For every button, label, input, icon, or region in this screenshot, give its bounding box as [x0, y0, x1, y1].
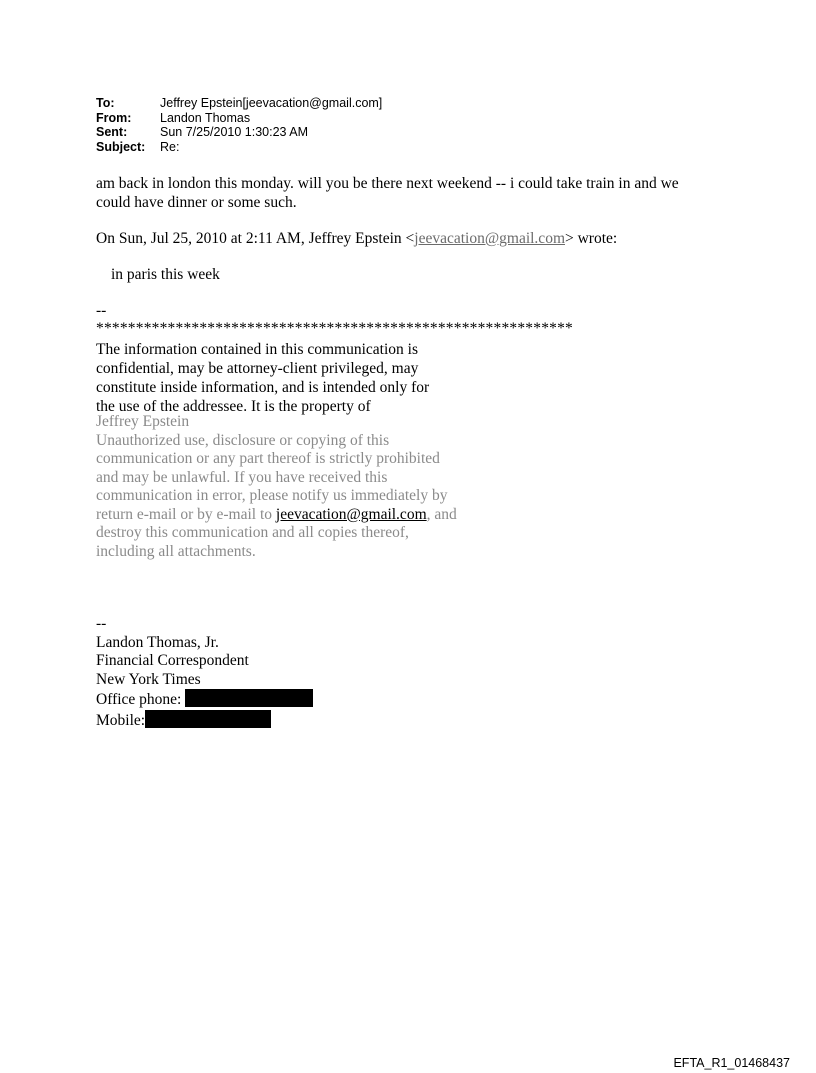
- separator: --: [96, 302, 107, 319]
- signature-title: Financial Correspondent: [96, 652, 249, 669]
- quote-attribution: [96, 229, 617, 248]
- quoted-text: in paris this week: [111, 266, 220, 283]
- disclaimer-line: The information contained in this communication is: [96, 341, 418, 358]
- signature-block: [96, 615, 313, 730]
- message-line: am back in london this monday. will you be there next weekend -- i could take train in and we: [96, 175, 679, 192]
- sent-label: Sent:: [96, 125, 128, 139]
- disclaimer-email-suffix: , and: [426, 505, 457, 523]
- message-body: [96, 174, 736, 212]
- redaction-box: [145, 710, 271, 728]
- message-line: could have dinner or some such.: [96, 194, 297, 211]
- disclaimer-line: Unauthorized use, disclosure or copying of this: [96, 431, 390, 449]
- office-phone-label: Office phone:: [96, 691, 186, 708]
- to-value: Jeffrey Epstein[jeevacation@gmail.com]: [160, 96, 383, 110]
- disclaimer-line: and may be unlawful. If you have received this: [96, 468, 388, 486]
- stars-divider: ************************************************************: [96, 320, 573, 337]
- disclaimer-email-line: [96, 506, 457, 525]
- to-label: To:: [96, 96, 115, 110]
- disclaimer-line: Jeffrey Epstein: [96, 413, 190, 430]
- disclaimer-email-prefix: return e-mail or by e-mail to: [96, 505, 276, 523]
- quote-suffix: > wrote:: [565, 230, 618, 247]
- sent-value: Sun 7/25/2010 1:30:23 AM: [160, 125, 309, 139]
- disclaimer-line: constitute inside information, and is intended only for: [96, 379, 430, 396]
- disclaimer-line: confidential, may be attorney-client privileged, may: [96, 360, 419, 377]
- from-value: Landon Thomas: [160, 110, 251, 125]
- from-row: [96, 111, 382, 126]
- mobile-label: Mobile:: [96, 711, 146, 729]
- subject-label: Subject:: [96, 139, 146, 154]
- signature-separator: --: [96, 615, 107, 632]
- office-phone-row: [96, 689, 313, 710]
- disclaimer-line: communication in error, please notify us immediately by: [96, 487, 448, 504]
- document-id: EFTA_R1_01468437: [673, 1056, 790, 1070]
- subject-row: [96, 140, 382, 155]
- disclaimer-line: the use of the addressee. It is the property of: [96, 398, 371, 415]
- signature-name: Landon Thomas, Jr.: [96, 633, 219, 651]
- mobile-row: [96, 710, 313, 731]
- subject-value: Re:: [160, 139, 180, 154]
- disclaimer-line: communication or any part thereof is strictly prohibited: [96, 450, 440, 467]
- to-row: [96, 96, 382, 111]
- disclaimer-black: [96, 340, 429, 416]
- disclaimer-email-link[interactable]: jeevacation@gmail.com: [275, 505, 427, 523]
- disclaimer-gray: [96, 413, 457, 561]
- quote-email-link[interactable]: jeevacation@gmail.com: [414, 230, 565, 247]
- redaction-box: [185, 689, 313, 707]
- from-label: From:: [96, 110, 132, 125]
- disclaimer-line: including all attachments.: [96, 542, 256, 560]
- disclaimer-line: destroy this communication and all copies thereof,: [96, 524, 409, 541]
- sent-row: [96, 125, 382, 140]
- quote-prefix: On Sun, Jul 25, 2010 at 2:11 AM, Jeffrey Epstein <: [96, 230, 415, 247]
- email-header: [96, 96, 382, 154]
- signature-org: New York Times: [96, 670, 201, 688]
